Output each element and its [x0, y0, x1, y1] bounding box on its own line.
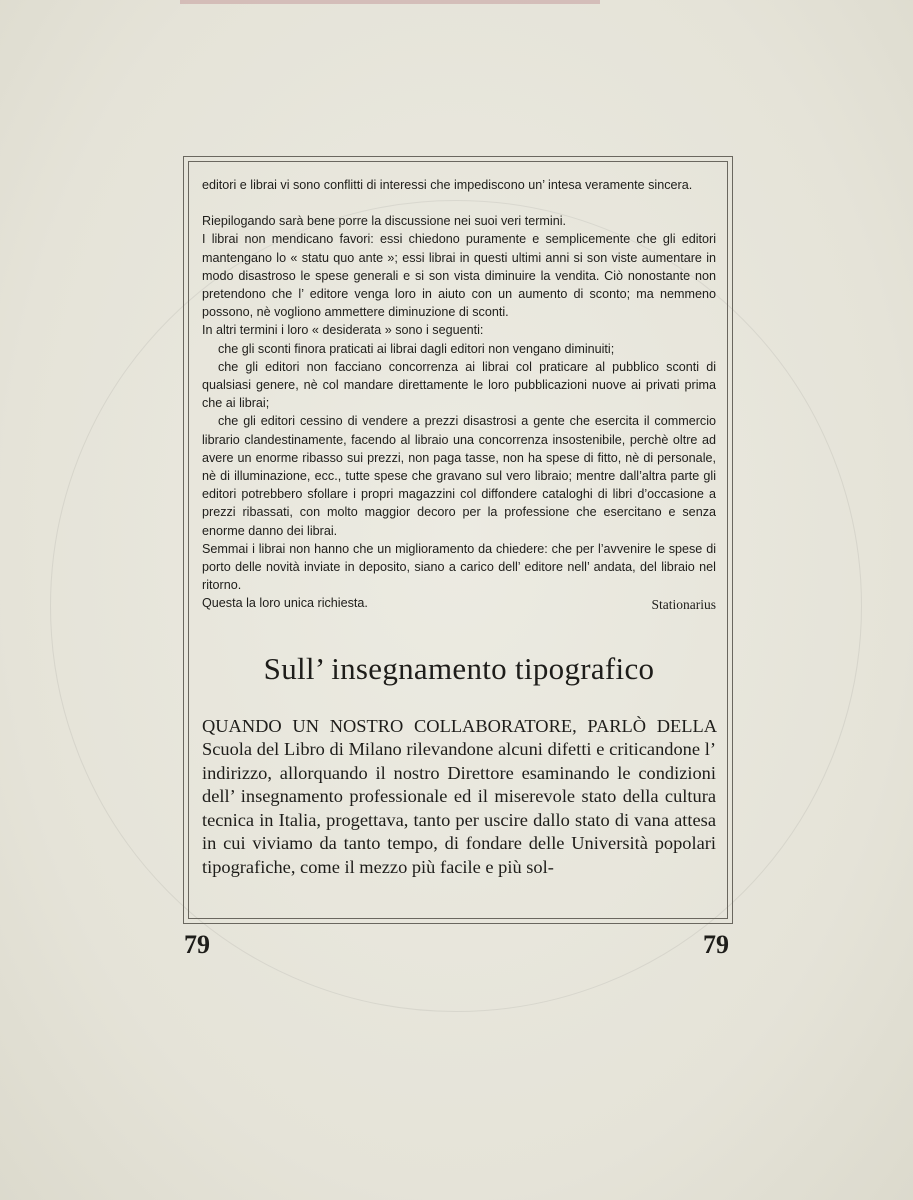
page-content	[202, 176, 716, 879]
closing-line	[202, 594, 716, 612]
article-opening: QUANDO UN NOSTRO COLLABORATORE, PARLÒ DELLA	[202, 715, 716, 736]
article-body	[202, 715, 716, 880]
list-item: che gli editori non facciano concorrenza ai librai col praticare al pubblico sconti di qualsiasi genere, nè col mandare direttamente le loro pubblicazioni nuove ai privati prima che ai librai;	[202, 359, 716, 411]
paragraph: Riepilogando sarà bene porre la discussione nei suoi veri termini.	[202, 214, 567, 229]
list-item: che gli sconti finora praticati ai librai dagli editori non vengano diminuiti;	[218, 341, 615, 356]
paragraph: editori e librai vi sono conflitti di interessi che impediscono un’ intesa veramente sincera.	[202, 178, 693, 192]
paper-edge-stain	[180, 0, 600, 4]
paragraph-gap	[202, 194, 716, 212]
paragraph: In altri termini i loro « desiderata » sono i seguenti:	[202, 323, 484, 338]
paragraph: Semmai i librai non hanno che un miglioramento da chiedere: che per l’avvenire le spese di porto delle novità inviate in deposito, siano a carico dell’ editore nell’ andata, del libraio nel ritorno.	[202, 541, 716, 593]
list-item: che gli editori cessino di vendere a prezzi disastrosi a gente che esercita il commercio librario clandestinamente, facendo al libraio una concorrenza insostenibile, perchè oltre ad avere un enorme ribasso sui prezzi, non paga tasse, non ha spese di fitto, nè di personale, nè di illuminazione, ecc., tutte spese che gravano sul vero libraio; mentre dall’altra parte gli editori potrebbero sfollare i propri magazzini col diffondere cataloghi di libri d’occasione a prezzi ribassati, con molto maggior decoro per la professione che esercitano e senza enorme danno dei librai.	[202, 414, 716, 538]
paragraph: I librai non mendicano favori: essi chiedono puramente e semplicemente che gli editori mantengano lo « statu quo ante »; essi librai in questi ultimi anni si son viste aumentare in modo disastroso le spese generali e si son vista diminuire la vendita. Ciò nonostante non pretendono che l’ editore venga loro in aiuto con un aumento di sconto; ma nemmeno possono, nè vogliono ammettere diminuzione di sconti.	[202, 232, 716, 320]
article-text: Scuola del Libro di Milano rilevandone alcuni difetti e criticandone l’ indirizzo, allorquando il nostro Direttore esaminando le condizioni dell’ insegnamento professionale ed il miserevole stato della cultura tecnica in Italia, progettava, tanto per uscire dallo stato di vana attesa in cui viviamo da tanto tempo, di fondare delle Università popolari tipografiche, come il mezzo più facile e più sol-	[202, 739, 716, 877]
article-title: Sull’ insegnamento tipografico	[263, 650, 655, 686]
page-number-left: 79	[184, 930, 210, 959]
previous-article	[202, 176, 716, 613]
paragraph: Questa la loro unica richiesta.	[202, 596, 368, 611]
author-signature: Stationarius	[651, 597, 716, 613]
page-number-right: 79	[703, 930, 729, 959]
